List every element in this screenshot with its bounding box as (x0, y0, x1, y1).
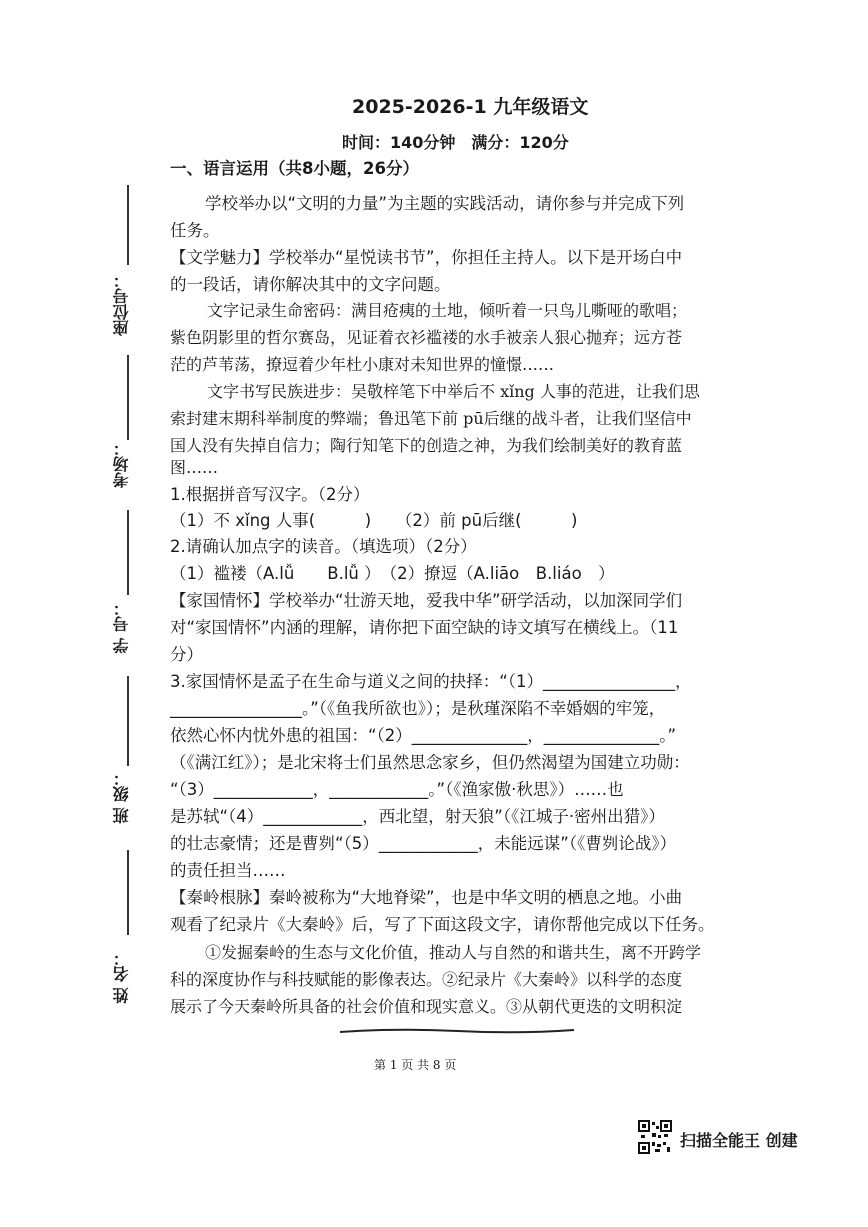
student-no-label: 学 号： (112, 600, 131, 654)
text-line: 索封建末期科举制度的弊端；鲁迅笔下前 pū后继的战斗者，让我们坚信中 (170, 409, 692, 428)
question-1-items: （1）不 xǐng 人事( ) （2）前 pū后继( ) (170, 511, 578, 530)
text-line: 观看了纪录片《大秦岭》后，写了下面这段文字，请你帮他完成以下任务。 (170, 915, 715, 934)
text-line: 文字记录生命密码：满目疮痍的土地，倾听着一只鸟儿嘶哑的歌唱； (207, 301, 688, 320)
name-label: 姓 名： (112, 950, 131, 1004)
text-line: 科的深度协作与科技赋能的影像表达。②纪录片《大秦岭》以科学的态度 (170, 970, 683, 989)
qr-code-icon (638, 1120, 672, 1154)
room-label: 考场： (112, 440, 131, 488)
room-fill-line (127, 355, 129, 440)
text-line: 任务。 (170, 221, 220, 240)
text-line: 分） (170, 645, 203, 664)
scanner-watermark: 扫描全能王 创建 (680, 1131, 798, 1150)
text-line: ________________。”（《鱼我所欲也》）；是秋瑾深陷不幸婚姻的牢笼， (170, 699, 666, 718)
text-line: 【文学魅力】学校举办“星悦读书节”，你担任主持人。以下是开场白中 (170, 248, 683, 267)
seat-label: 座位号： (112, 272, 131, 336)
page-footer: 第 1 页 共 8 页 (374, 1058, 457, 1072)
name-fill-line (127, 850, 129, 935)
text-line: 的一段话，请你解决其中的文字问题。 (170, 275, 451, 294)
exam-subtitle: 时间：140分钟 满分：120分 (342, 133, 569, 152)
class-fill-line (127, 676, 129, 766)
section-heading: 一、语言运用（共8小题，26分） (170, 159, 419, 178)
text-line: 紫色阴影里的哲尔赛岛，见证着衣衫褴褛的水手被亲人狠心抛弃；远方苍 (170, 328, 683, 347)
text-line: 学校举办以“文明的力量”为主题的实践活动，请你参与并完成下列 (205, 194, 685, 213)
wavy-underline-mark (338, 1026, 578, 1036)
text-line: 国人没有失掉自信力；陶行知笔下的创造之神，为我们绘制美好的教育蓝 (170, 436, 683, 455)
text-line: 对“家国情怀”内涵的理解，请你把下面空缺的诗文填写在横线上。（11 (170, 618, 679, 637)
student-no-fill-line (127, 510, 129, 595)
text-line: 的壮志豪情；还是曹刿“（5）____________，未能远谋”（《曹刿论战》） (170, 834, 677, 853)
seat-fill-line (127, 185, 129, 265)
text-line: 展示了今天秦岭所具备的社会价值和现实意义。③从朝代更迭的文明积淀 (170, 997, 683, 1016)
text-line: 茫的芦苇荡，撩逗着少年杜小康对未知世界的憧憬…… (170, 355, 555, 374)
question-1: 1.根据拼音写汉字。（2分） (170, 485, 370, 504)
text-line: 图…… (170, 458, 219, 477)
text-line: （《满江红》）；是北宋将士们虽然思念家乡，但仍然渴望为国建立功勋： (170, 753, 690, 772)
text-line: 依然心怀内忧外患的祖国：“（2）______________，______________。” (170, 726, 677, 745)
question-2: 2.请确认加点字的读音。（填选项）（2分） (170, 537, 477, 556)
text-line: ①发掘秦岭的生态与文化价值，推动人与自然的和谐共生，离不开跨学 (205, 943, 702, 962)
text-line: 【秦岭根脉】秦岭被称为“大地脊梁”，也是中华文明的栖息之地。小曲 (170, 888, 683, 907)
class-label: 班 级： (112, 770, 131, 824)
exam-title: 2025-2026-1 九年级语文 (352, 96, 589, 118)
text-line: 的责任担当…… (170, 861, 286, 880)
text-line: 文字书写民族进步：吴敬梓笔下中举后不 xǐng 人事的范进，让我们思 (207, 382, 700, 401)
question-3: 3.家国情怀是孟子在生命与道义之间的抉择：“（1）________________， (170, 672, 692, 691)
text-line: 是苏轼“（4）____________，西北望，射天狼”（《江城子·密州出猎》） (170, 807, 665, 826)
question-2-items: （1）褴褛（A.lǚ B.lǚ ） （2）撩逗（A.liāo B.liáo ） (170, 564, 615, 583)
text-line: “（3）____________，____________。”（《渔家傲·秋思》）……也 (170, 780, 624, 799)
text-line: 【家国情怀】学校举办“壮游天地，爱我中华”研学活动，以加深同学们 (170, 591, 683, 610)
